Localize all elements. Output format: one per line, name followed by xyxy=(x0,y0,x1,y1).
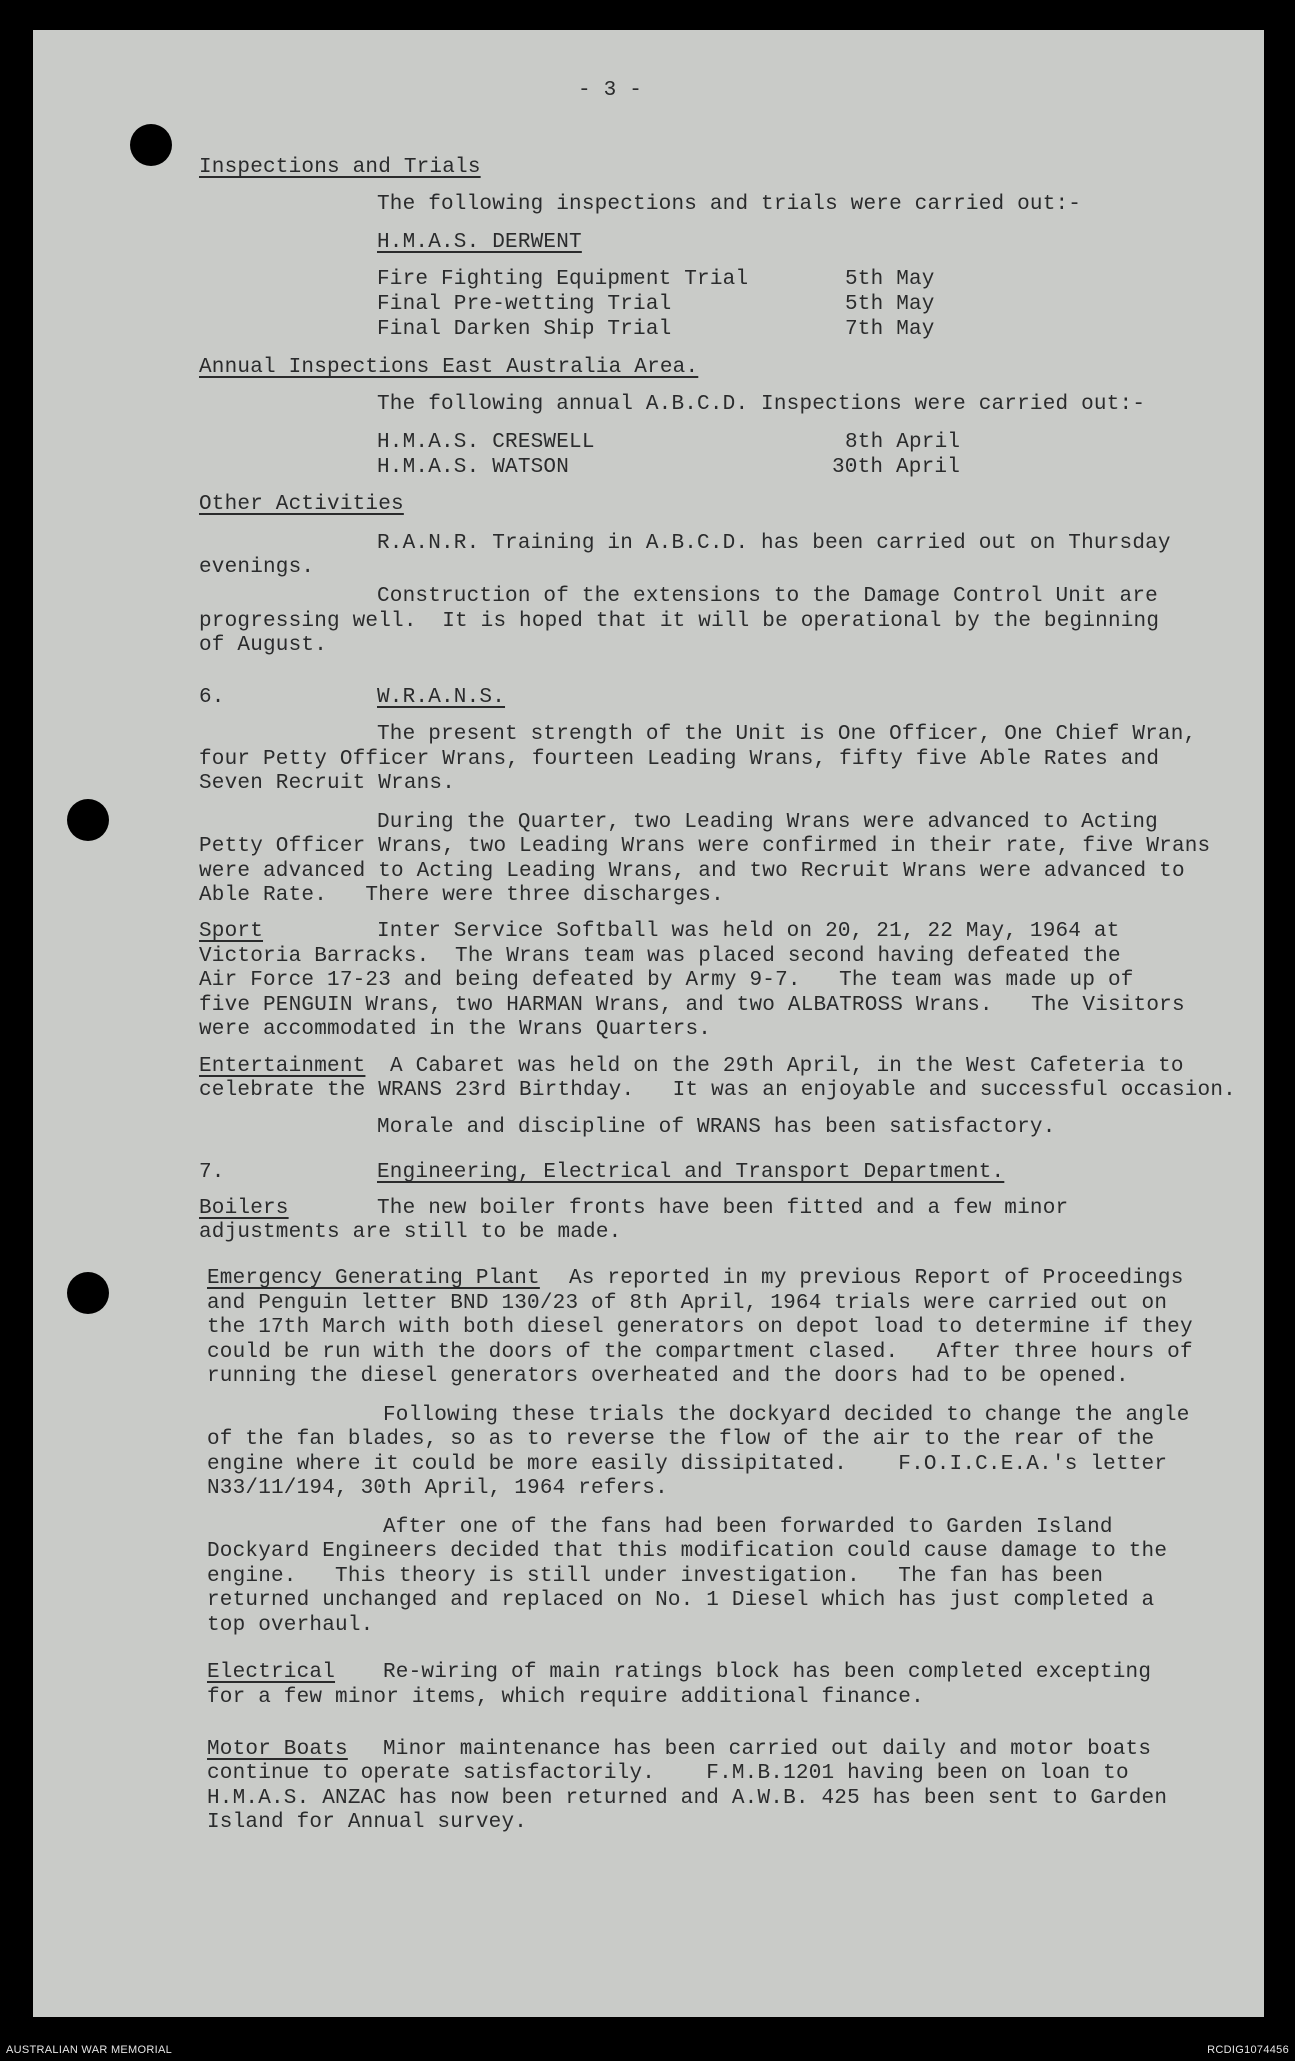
paragraph-line: and Penguin letter BND 130/23 of 8th April, 1964 trials were carried out on xyxy=(207,1292,1168,1315)
paragraph-line: Air Force 17-23 and being defeated by Army 9-7. The team was made up of xyxy=(199,969,1134,992)
inspection-date: 30th April xyxy=(832,456,961,479)
paragraph-line: the 17th March with both diesel generators on depot load to determine if they xyxy=(207,1316,1193,1339)
paragraph-line: celebrate the WRANS 23rd Birthday. It was an enjoyable and successful occasion. xyxy=(199,1079,1236,1102)
paragraph-line: Construction of the extensions to the Damage Control Unit are xyxy=(377,585,1158,608)
subheading-boilers: Boilers xyxy=(199,1197,289,1220)
paragraph-line: engine. This theory is still under investigation. The fan has been xyxy=(207,1565,1104,1588)
subheading-sport: Sport xyxy=(199,920,264,943)
page-number: - 3 - xyxy=(578,79,643,102)
paragraph-line: were accommodated in the Wrans Quarters. xyxy=(199,1018,712,1041)
paragraph-line: adjustments are still to be made. xyxy=(199,1221,622,1244)
punch-hole xyxy=(67,1272,109,1314)
paragraph-line: returned unchanged and replaced on No. 1 Diesel which has just completed a xyxy=(207,1589,1155,1612)
paragraph-line: four Petty Officer Wrans, fourteen Leading Wrans, fifty five Able Rates and xyxy=(199,748,1160,771)
paragraph-line: After one of the fans had been forwarded to Garden Island xyxy=(383,1516,1113,1539)
annual-intro: The following annual A.B.C.D. Inspections were carried out:- xyxy=(377,393,1146,416)
paragraph-line: A Cabaret was held on the 29th April, in the West Cafeteria to xyxy=(390,1055,1184,1078)
inspection-date: 8th April xyxy=(845,431,961,454)
paragraph-line: progressing well. It is hoped that it will be operational by the beginning xyxy=(199,610,1160,633)
paragraph-line: of the fan blades, so as to reverse the flow of the air to the rear of the xyxy=(207,1428,1155,1451)
subheading-emergency-generating-plant: Emergency Generating Plant xyxy=(207,1267,540,1290)
trial-date: 5th May xyxy=(845,268,935,291)
paragraph-line: Island for Annual survey. xyxy=(207,1811,528,1834)
subheading-entertainment: Entertainment xyxy=(199,1055,366,1078)
inspections-intro: The following inspections and trials were carried out:- xyxy=(377,193,1082,216)
paragraph-line: could be run with the doors of the compartment clased. After three hours of xyxy=(207,1341,1193,1364)
inspection-name: H.M.A.S. CRESWELL xyxy=(377,431,595,454)
paragraph-line: of August. xyxy=(199,634,328,657)
punch-hole xyxy=(130,124,172,166)
paragraph-line: top overhaul. xyxy=(207,1614,374,1637)
footer-archive-name: AUSTRALIAN WAR MEMORIAL xyxy=(6,2044,173,2056)
trial-date: 5th May xyxy=(845,293,935,316)
ship-name: H.M.A.S. DERWENT xyxy=(377,231,582,254)
paragraph-line: evenings. xyxy=(199,556,315,579)
trial-name: Fire Fighting Equipment Trial xyxy=(377,268,749,291)
document-page xyxy=(33,30,1264,2017)
trial-date: 7th May xyxy=(845,318,935,341)
section-heading-annual: Annual Inspections East Australia Area. xyxy=(199,356,699,379)
paragraph-line: Minor maintenance has been carried out daily and motor boats xyxy=(383,1738,1152,1761)
section-number: 6. xyxy=(199,686,225,709)
paragraph-line: The present strength of the Unit is One Officer, One Chief Wran, xyxy=(377,723,1197,746)
paragraph-line: The new boiler fronts have been fitted and a few minor xyxy=(377,1197,1069,1220)
paragraph-line: running the diesel generators overheated and the doors had to be opened. xyxy=(207,1365,1129,1388)
paragraph-line: continue to operate satisfactorily. F.M.B.1201 having been on loan to xyxy=(207,1762,1129,1785)
trial-name: Final Pre-wetting Trial xyxy=(377,293,672,316)
paragraph-line: Morale and discipline of WRANS has been satisfactory. xyxy=(377,1116,1056,1139)
section-heading-other: Other Activities xyxy=(199,493,404,516)
paragraph-line: Victoria Barracks. The Wrans team was placed second having defeated the xyxy=(199,945,1121,968)
paragraph-line: Dockyard Engineers decided that this modification could cause damage to the xyxy=(207,1540,1168,1563)
trial-name: Final Darken Ship Trial xyxy=(377,318,672,341)
section-heading-engineering: Engineering, Electrical and Transport Department. xyxy=(377,1161,1005,1184)
paragraph-line: Re-wiring of main ratings block has been completed excepting xyxy=(383,1661,1152,1684)
subheading-electrical: Electrical xyxy=(207,1661,336,1684)
punch-hole xyxy=(67,799,109,841)
paragraph-line: Following these trials the dockyard decided to change the angle xyxy=(383,1404,1190,1427)
section-number: 7. xyxy=(199,1161,225,1184)
paragraph-line: Seven Recruit Wrans. xyxy=(199,772,456,795)
paragraph-line: Inter Service Softball was held on 20, 21, 22 May, 1964 at xyxy=(377,920,1120,943)
subheading-motor-boats: Motor Boats xyxy=(207,1738,348,1761)
paragraph-line: H.M.A.S. ANZAC has now been returned and A.W.B. 425 has been sent to Garden xyxy=(207,1787,1168,1810)
paragraph-line: for a few minor items, which require additional finance. xyxy=(207,1686,924,1709)
paragraph-line: were advanced to Acting Leading Wrans, and two Recruit Wrans were advanced to xyxy=(199,860,1185,883)
paragraph-line: five PENGUIN Wrans, two HARMAN Wrans, and two ALBATROSS Wrans. The Visitors xyxy=(199,994,1185,1017)
paragraph-line: Able Rate. There were three discharges. xyxy=(199,884,724,907)
paragraph-line: Petty Officer Wrans, two Leading Wrans were confirmed in their rate, five Wrans xyxy=(199,835,1211,858)
paragraph-line: N33/11/194, 30th April, 1964 refers. xyxy=(207,1477,668,1500)
section-heading-inspections: Inspections and Trials xyxy=(199,156,481,179)
inspection-name: H.M.A.S. WATSON xyxy=(377,456,570,479)
section-heading-wrans: W.R.A.N.S. xyxy=(377,686,506,709)
paragraph-line: As reported in my previous Report of Proceedings xyxy=(569,1267,1184,1290)
paragraph-line: R.A.N.R. Training in A.B.C.D. has been carried out on Thursday xyxy=(377,532,1171,555)
footer-record-id: RCDIG1074456 xyxy=(1207,2044,1289,2056)
paragraph-line: During the Quarter, two Leading Wrans were advanced to Acting xyxy=(377,811,1158,834)
paragraph-line: engine where it could be more easily dissipitated. F.O.I.C.E.A.'s letter xyxy=(207,1453,1168,1476)
